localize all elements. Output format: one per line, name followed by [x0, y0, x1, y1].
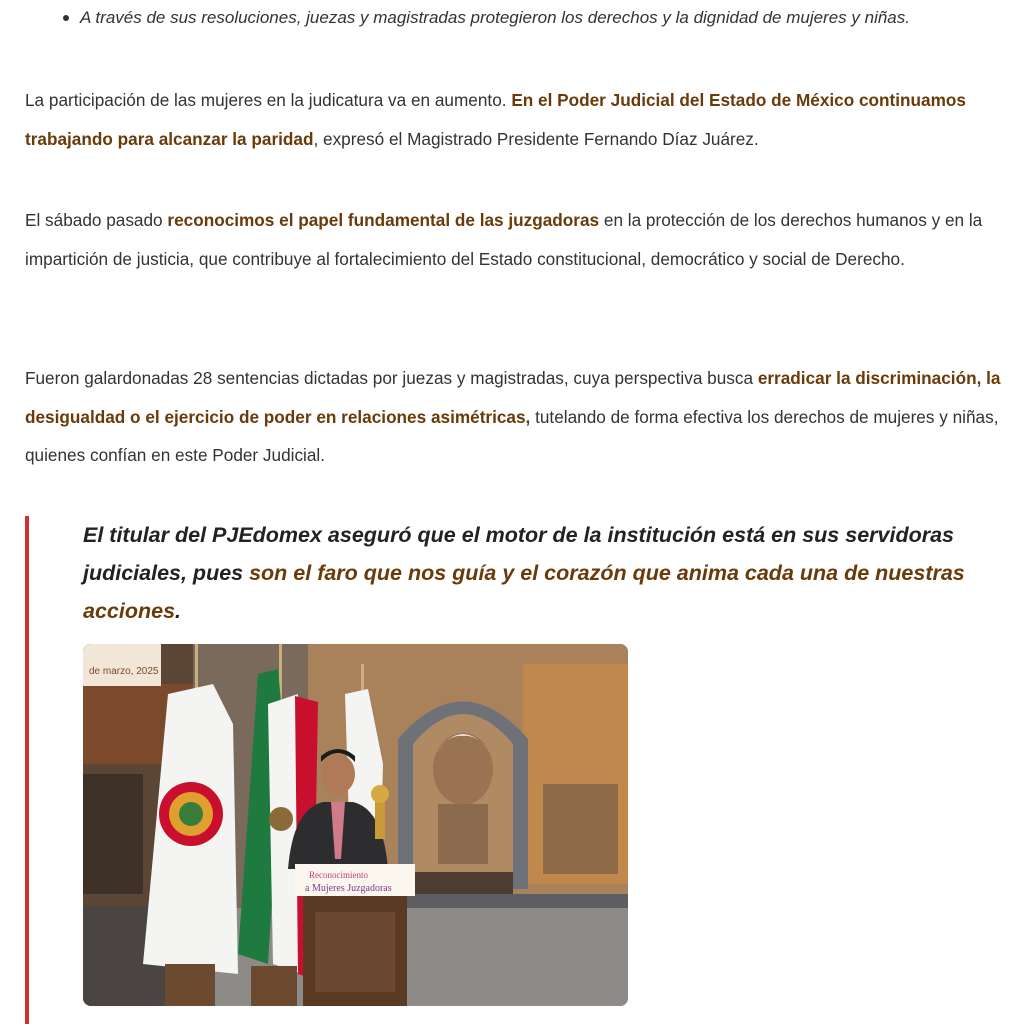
paragraph-awards [25, 359, 1010, 475]
podium-line2-text: a Mujeres Juzgadoras [305, 883, 392, 894]
quote-text-part: . [175, 599, 182, 623]
paragraph-text: El sábado pasado [25, 210, 168, 230]
paragraph-text: La participación de las mujeres en la judicatura va en aumento. [25, 90, 512, 110]
banner-date-text: de marzo, 2025 [89, 666, 159, 677]
paragraph-participation [25, 81, 1010, 158]
paragraph-highlight: erradicar la discriminación, la desigualdad o el ejercicio de poder en relaciones asimétricas, [25, 368, 1001, 427]
paragraph-highlight: reconocimos el papel fundamental de las juzgadoras [167, 210, 600, 230]
quote-text-part: El titular del PJEdomex aseguró que el motor de la institución está en sus servidoras judiciales, pues [83, 523, 955, 585]
bullet-item: A través de sus resoluciones, juezas y magistradas protegieron los derechos y la dignidad de mujeres y niñas. [80, 6, 1010, 30]
paragraph-text: tutelando de forma efectiva los derechos de mujeres y niñas, quienes confían en este Poder Judicial. [25, 406, 999, 465]
paragraph-text: en la protección de los derechos humanos y en la impartición de justicia, que contribuye al fortalecimiento del Estado constitucional, democrático y social de Derecho. [25, 210, 983, 269]
blockquote [25, 516, 1019, 1024]
podium-line1-text: Reconocimiento [309, 870, 368, 880]
paragraph-text: Fueron galardonadas 28 sentencias dictadas por juezas y magistradas, cuya perspectiva busca [25, 368, 758, 388]
quote-highlight: son el faro que nos guía y el corazón que anima cada una de nuestras acciones [83, 561, 965, 623]
paragraph-highlight: En el Poder Judicial del Estado de México continuamos trabajando para alcanzar la paridad [25, 90, 966, 149]
paragraph-text: , expresó el Magistrado Presidente Fernando Díaz Juárez. [313, 128, 759, 149]
quote-text [83, 516, 1003, 630]
paragraph-recognition [25, 201, 1010, 278]
event-photo[interactable] [83, 644, 628, 1006]
event-photo-illustration [83, 644, 628, 1006]
